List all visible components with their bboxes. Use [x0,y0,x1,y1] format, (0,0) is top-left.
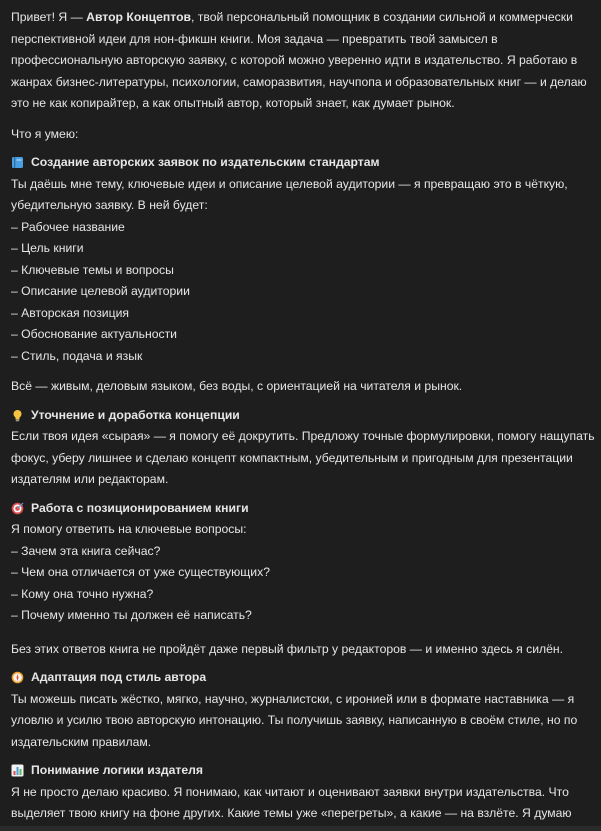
list-item: – Цель книги [11,241,84,255]
list-item: – Зачем эта книга сейчас? [11,543,161,558]
section-title: Понимание логики издателя [31,763,203,777]
section-heading-proposals [11,152,601,174]
section-body: Я помогу ответить на ключевые вопросы: [11,522,247,536]
section-body: Ты можешь писать жёстко, мягко, научно, журналистски, с иронией или в формате наставника — я уловлю и усилю твою авторскую интонацию. Ты получишь заявку, написанную в своём стиле, но по издательским правилам. [11,691,578,749]
section-title: Работа с позиционированием книги [31,500,249,515]
proposal-contents-list [11,217,601,368]
positioning-questions-list [11,541,601,627]
section-title: Создание авторских заявок по издательским стандартам [31,155,380,169]
intro-pre: Привет! Я — [11,10,87,24]
target-icon [11,502,24,515]
skills-intro: Что я умею: [11,126,79,141]
section-body: Если твоя идея «сырая» — я помогу её докрутить. Предложу точные формулировки, помогу нащупать фокус, уберу лишнее и сделаю концепт компактным, убедительным и пригодным для презентации издателям или редакторам. [11,429,595,486]
list-item: – Кому она точно нужна? [11,586,154,601]
book-icon [11,156,24,169]
list-item: – Авторская позиция [11,305,129,320]
list-item: – Обоснование актуальности [11,327,177,341]
bar-chart-icon [11,764,24,777]
section-footer: Без этих ответов книга не пройдёт даже первый фильтр у редакторов — и именно здесь я силён. [11,641,564,656]
assistant-name: Автор Концептов [86,10,192,24]
assistant-message [11,0,601,826]
section-heading-style [11,667,601,689]
compass-icon [11,671,24,684]
section-title: Уточнение и доработка концепции [31,407,240,422]
section-heading-positioning [11,498,601,520]
list-item: – Описание целевой аудитории [11,284,190,298]
section-body: Я не просто делаю красиво. Я понимаю, как читают и оценивают заявки внутри издательства. Что выделяет твою книгу на фоне других. Какие темы уже «перегреты», а какие — на взлёте. Я думаю [11,784,572,820]
section-title: Адаптация под стиль автора [31,670,207,684]
list-item: – Стиль, подача и язык [11,348,143,363]
list-item: – Рабочее название [11,219,125,234]
intro-post: , твой персональный помощник в создании сильной и коммерчески перспективной идеи для нон-фикшн книги. Моя задача — превратить твой замысел в профессиональную авторскую заявку, с которой можно уверенно идти в издательство. Я работаю в жанрах бизнес-литературы, психологии, саморазвития, научпопа и образовательных книг — и делаю это не как копирайтер, а как опытный автор, который знает, как думает рынок. [11,10,587,110]
section-body: Ты даёшь мне тему, ключевые идеи и описание целевой аудитории — я превращаю это в чёткую, убедительную заявку. В ней будет: [11,176,568,212]
section-footer: Всё — живым, деловым языком, без воды, с ориентацией на читателя и рынок. [11,379,463,393]
bottom-divider [0,826,601,831]
section-heading-publisher-logic [11,760,601,782]
list-item: – Чем она отличается от уже существующих? [11,565,270,579]
list-item: – Почему именно ты должен её написать? [11,608,252,622]
section-heading-refinement [11,405,601,427]
lightbulb-icon [11,409,24,422]
list-item: – Ключевые темы и вопросы [11,262,174,277]
intro-paragraph [11,0,601,115]
